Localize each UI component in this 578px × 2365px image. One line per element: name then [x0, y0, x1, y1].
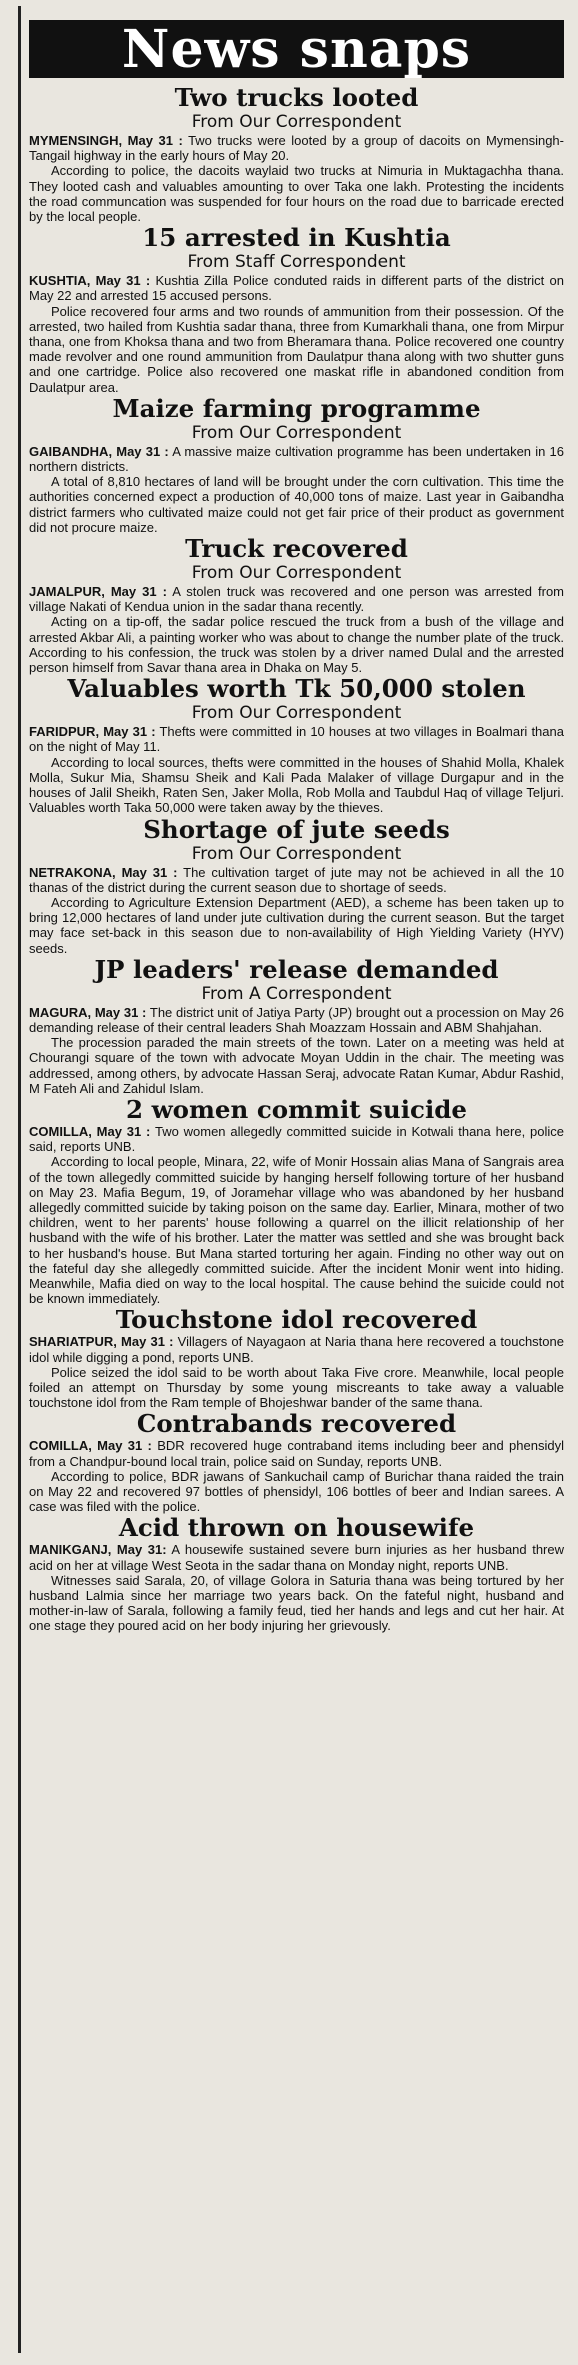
story-paragraph-text: The district unit of Jatiya Party (JP) brought out a procession on May 26 demanding release of their central leaders Shah Moazzam Hossain and ABM Shahjahan. [29, 1004, 564, 1035]
story-headline: JP leaders' release demanded [94, 954, 499, 984]
story-paragraph [29, 1573, 564, 1634]
story-body [29, 1438, 564, 1514]
story-paragraph [29, 444, 564, 474]
masthead: News snaps [29, 20, 564, 78]
story-dateline: COMILLA, May 31 : [29, 1123, 151, 1139]
story-body [29, 1005, 564, 1096]
story-dateline: MAGURA, May 31 : [29, 1004, 147, 1020]
stories-column [29, 84, 564, 1634]
newspaper-page [18, 6, 570, 2353]
story-paragraph-text: A massive maize cultivation programme has been undertaken in 16 northern districts. [29, 443, 564, 475]
story-paragraph [29, 755, 564, 816]
news-story [29, 1096, 564, 1306]
story-dateline: SHARIATPUR, May 31 : [29, 1334, 174, 1350]
story-paragraph [29, 895, 564, 956]
story-paragraph-text: A housewife sustained severe burn injuries as her husband threw acid on her at village West Seota in the sadar thana on Monday night, reports UNB. [29, 1542, 564, 1573]
story-dateline: MYMENSINGH, May 31 : [29, 133, 183, 148]
story-paragraph [29, 474, 564, 535]
story-byline: From Our Correspondent [191, 112, 402, 132]
story-paragraph-text: A stolen truck was recovered and one person was arrested from village Nakati of Kendua union in the sadar thana recently. [29, 584, 565, 615]
story-paragraph [29, 1154, 564, 1306]
news-story [29, 84, 564, 224]
story-byline: From Our Correspondent [191, 563, 402, 584]
story-byline: From A Correspondent [201, 983, 392, 1004]
story-paragraph-text: Witnesses said Sarala, 20, of village Golora in Saturia thana was being tortured by her husband Lalmia since her marriage two years back. On the fateful night, husband and mother-in-law of Sarala, following a family feud, tied her hands and legs and cut her hair. At one stage they poured acid on her body injuring her grievously. [29, 1572, 564, 1634]
story-paragraph-text: According to local sources, thefts were committed in the houses of Shahid Molla, Khalek Molla, Sukur Mia, Shamsu Sheik and Kali Pada Malaker of village Durgapur and in the houses of Jalil Sheikh, Raten Sen, Jaker Molla, Rob Molla and Taubdul Haq of village Teljuri. Valuables worth Taka 50,000 were taken away by the thieves. [29, 754, 564, 816]
story-paragraph-text: According to Agriculture Extension Department (AED), a scheme has been taken up to bring 12,000 hectares of land under jute cultivation during the current season. But the target may face set-back in this season due to non-availability of High Yielding Variety (HYV) seeds. [29, 894, 564, 956]
story-paragraph-text: Kushtia Zilla Police conduted raids in different parts of the district on May 22 and arrested 15 accused persons. [29, 273, 564, 304]
story-paragraph-text: BDR recovered huge contraband items including beer and phensidyl from a Chandpur-bound local train, police said on Sunday, reports UNB. [29, 1438, 564, 1469]
story-headline: Shortage of jute seeds [143, 814, 450, 844]
story-paragraph-text: The cultivation target of jute may not be achieved in all the 10 thanas of the district during the current season due to shortage of seeds. [29, 864, 564, 895]
story-paragraph [29, 1124, 564, 1154]
story-dateline: JAMALPUR, May 31 : [29, 584, 167, 600]
story-paragraph [29, 865, 564, 895]
story-paragraph-text: Villagers of Nayagaon at Naria thana here recovered a touchstone idol while digging a pond, reports UNB. [29, 1334, 564, 1365]
story-body [29, 133, 564, 224]
news-story [29, 224, 564, 395]
story-paragraph [29, 1438, 564, 1468]
story-paragraph [29, 1542, 564, 1572]
story-body [29, 444, 564, 535]
story-dateline: COMILLA, May 31 : [29, 1438, 152, 1454]
story-paragraph [29, 614, 564, 675]
story-paragraph-text: According to police, BDR jawans of Sankuchail camp of Burichar thana raided the train on May 22 and recovered 97 bottles of phensidyl, 106 bottles of beer and Indian sarees. A case was filed with the police. [29, 1468, 564, 1515]
story-byline: From Our Correspondent [191, 843, 402, 864]
story-paragraph [29, 1005, 564, 1035]
news-story [29, 395, 564, 535]
story-paragraph-text: Acting on a tip-off, the sadar police rescued the truck from a bush of the village and arrested Akbar Ali, a painting worker who was about to change the number plate of the truck. According to his confession, the truck was stolen by a driver named Dulal and the arrested person himself from Savar thana area in Dhaka on May 5. [29, 614, 564, 676]
news-story [29, 535, 564, 675]
news-story [29, 816, 564, 956]
story-paragraph-text: Police recovered four arms and two rounds of ammunition from their possession. Of the arrested, two hailed from Kushtia sadar thana, three from Kumarkhali thana, one from Mirpur thana, one from Khoksa thana and two from Bheramara thana. Police recovered one country made revolver and one round ammunition from Daulatpur thana along with two shutter guns and one cartridge. Police also recovered one maskat rifle in abandoned condition from Daulatpur area. [29, 303, 564, 395]
story-headline: Two trucks looted [174, 83, 419, 112]
story-body [29, 724, 564, 815]
story-body [29, 1542, 564, 1633]
story-paragraph-text: The procession paraded the main streets of the town. Later on a meeting was held at Chourangi square of the town with advocate Moyan Uddin in the chair. The meeting was addressed, among others, by advocate Hassan Seraj, advocate Ratan Kumar, Abdur Rashid, M Fateh Ali and Zahidul Islam. [29, 1035, 564, 1096]
story-headline: Valuables worth Tk 50,000 stolen [67, 674, 526, 704]
story-paragraph [29, 163, 564, 224]
story-byline: From Our Correspondent [191, 703, 402, 724]
story-paragraph-text: Two women allegedly committed suicide in Kotwali thana here, police said, reports UNB. [29, 1123, 564, 1155]
news-story [29, 675, 564, 815]
story-paragraph [29, 1469, 564, 1515]
news-story [29, 1514, 564, 1633]
story-headline: 15 arrested in Kushtia [142, 223, 451, 253]
story-headline: Maize farming programme [112, 393, 481, 423]
story-byline: From Staff Correspondent [187, 252, 406, 273]
story-body [29, 584, 564, 675]
story-dateline: KUSHTIA, May 31 : [29, 273, 151, 289]
news-story [29, 956, 564, 1096]
story-paragraph [29, 273, 564, 303]
story-headline: Acid thrown on housewife [118, 1513, 475, 1543]
story-headline: Touchstone idol recovered [115, 1305, 478, 1335]
story-dateline: FARIDPUR, May 31 : [29, 724, 156, 740]
story-paragraph [29, 304, 564, 395]
story-body [29, 273, 564, 395]
story-dateline: GAIBANDHA, May 31 : [29, 443, 169, 459]
story-body [29, 1334, 564, 1410]
story-paragraph-text: According to police, the dacoits waylaid two trucks at Nimuria in Muktagachha thana. They looted cash and valuables amounting to over Taka one lakh. Protesting the incidents the road communcation was suspended for four hours on the road due to barricade erected by the local people. [29, 163, 564, 225]
story-paragraph-text: Two trucks were looted by a group of dacoits on Mymensingh-Tangail highway in the early hours of May 20. [29, 133, 564, 164]
story-paragraph [29, 1035, 564, 1096]
story-paragraph [29, 1334, 564, 1364]
story-paragraph-text: A total of 8,810 hectares of land will be brought under the corn cultivation. This time the authorities concerned expect a production of 40,000 tons of maize. Last year in Gaibandha district farmers who cultivated maize could not get fair price of their product as government did not procure maize. [29, 474, 564, 535]
story-paragraph [29, 1365, 564, 1411]
story-dateline: MANIKGANJ, May 31: [29, 1542, 167, 1558]
story-dateline: NETRAKONA, May 31 : [29, 864, 178, 880]
story-paragraph [29, 133, 564, 163]
story-paragraph [29, 724, 564, 754]
story-paragraph [29, 584, 564, 614]
story-headline: Contrabands recovered [136, 1409, 457, 1439]
story-paragraph-text: Police seized the idol said to be worth about Taka Five crore. Meanwhile, local people foiled an attempt on Thursday by some young miscreants to take away a valuable touchstone idol from the Ram temple of Bhojeshwar bander of the same thana. [29, 1364, 564, 1411]
story-headline: 2 women commit suicide [126, 1094, 467, 1124]
story-byline: From Our Correspondent [191, 422, 402, 443]
story-paragraph-text: Thefts were committed in 10 houses at two villages in Boalmari thana on the night of May 11. [29, 724, 564, 755]
story-body [29, 1124, 564, 1306]
story-headline: Truck recovered [185, 534, 408, 564]
story-body [29, 865, 564, 956]
news-story [29, 1306, 564, 1410]
story-paragraph-text: According to local people, Minara, 22, wife of Monir Hossain alias Mana of Sangrais area of the town allegedly committed suicide by hanging herself following torture of her husband on May 23. Mafia Begum, 19, of Joramehar village who was abandoned by her husband allegedly committed suicide by taking poison on the same day. Earlier, Minara, mother of two children, went to her parents' house following a quarrel on the illicit relationship of her husband with the wife of his brother. Later the matter was settled and she was brought back to her husband's house. But Mana started torturing her again. Finding no other way out on the fateful day she allegedly committed suicide. After the incident Monir went into hiding. Meanwhile, Mafia died on way to the local hospital. The cause behind the suicide could not be known immediately. [29, 1154, 564, 1307]
news-story [29, 1410, 564, 1514]
